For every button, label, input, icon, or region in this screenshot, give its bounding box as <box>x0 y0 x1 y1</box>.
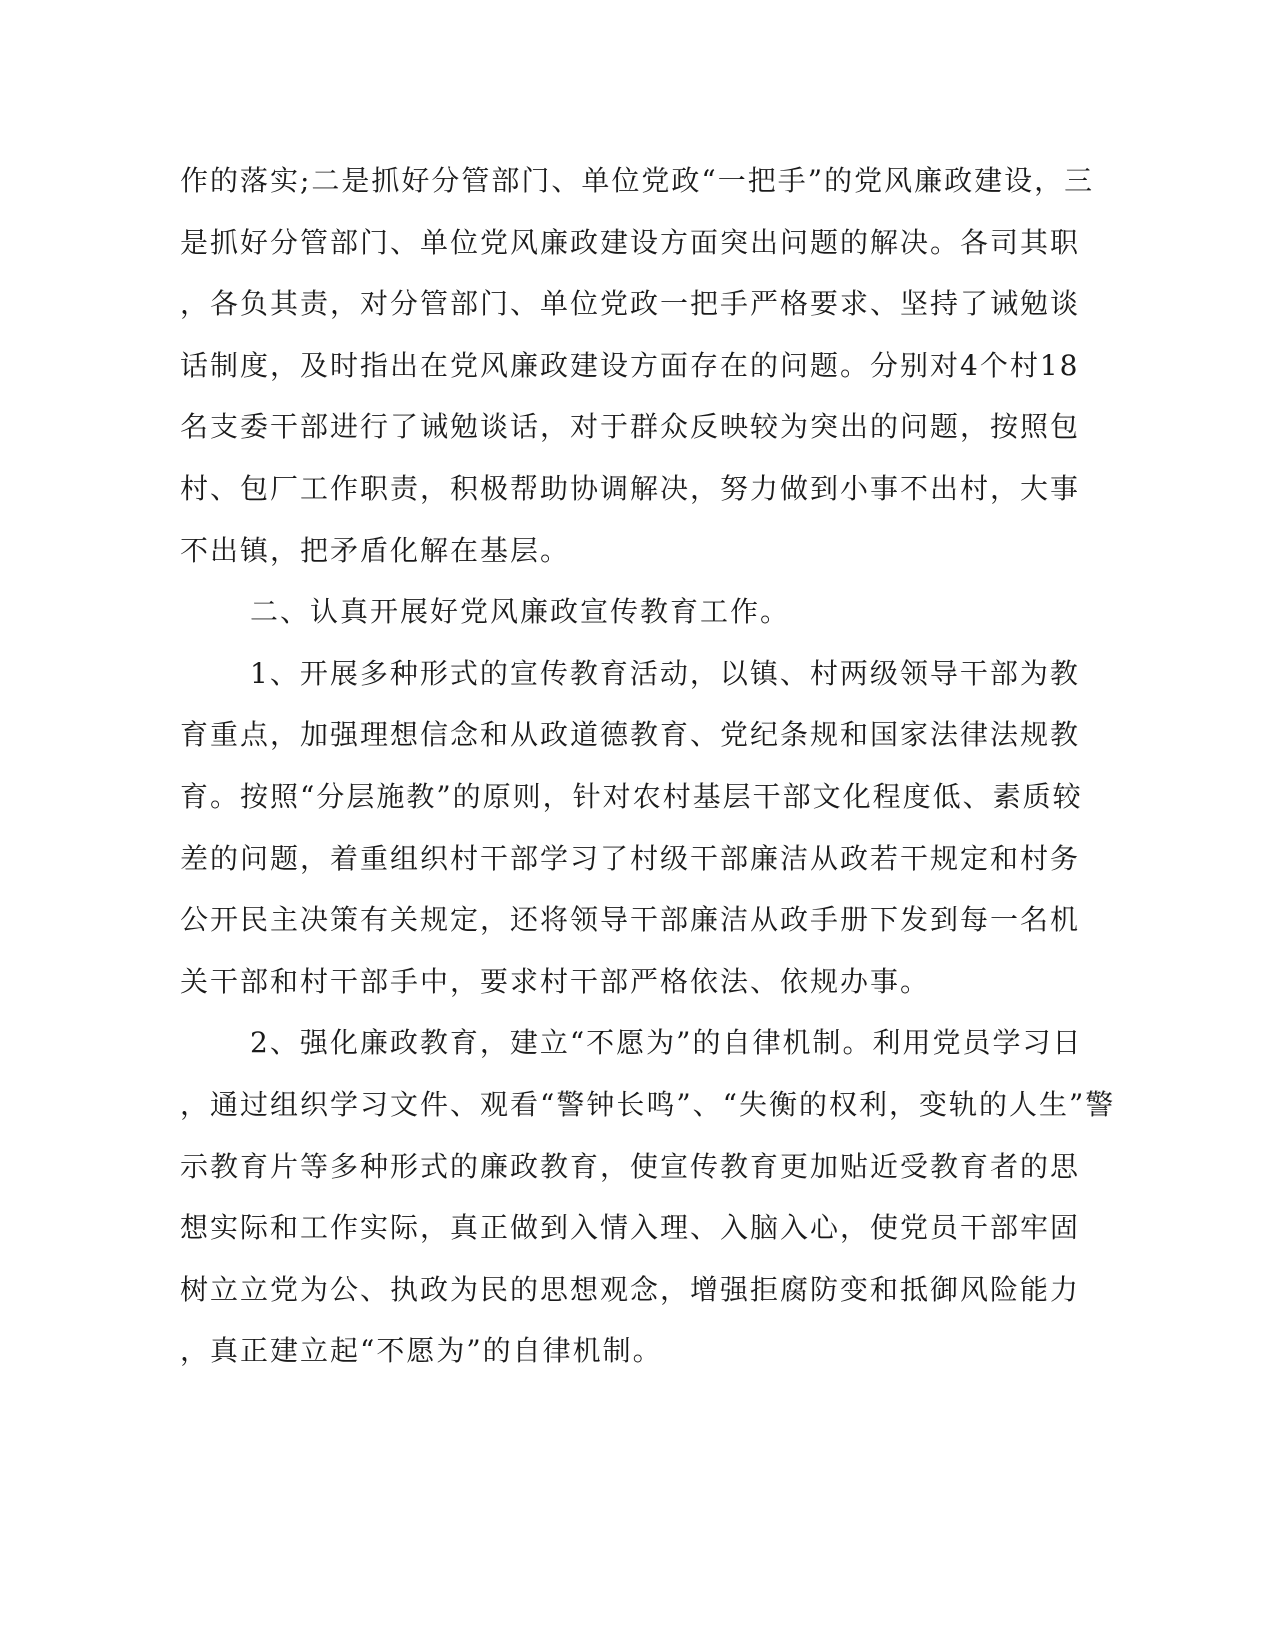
text-line: 差的问题，着重组织村干部学习了村级干部廉洁从政若干规定和村务 <box>180 841 1081 875</box>
text-line: 名支委干部进行了诫勉谈话，对于群众反映较为突出的问题，按照包 <box>180 410 1081 444</box>
text-line: ，各负其责，对分管部门、单位党政一把手严格要求、坚持了诫勉谈 <box>180 287 1081 321</box>
text-line: 作的落实;二是抓好分管部门、单位党政“一把手”的党风廉政建设，三 <box>180 164 1095 197</box>
text-line: 树立立党为公、执政为民的思想观念，增强拒腐防变和抵御风险能力 <box>180 1272 1081 1306</box>
text-line: 2、强化廉政教育，建立“不愿为”的自律机制。利用党员学习日 <box>250 1026 1083 1060</box>
text-line: 想实际和工作实际，真正做到入情入理、入脑入心，使党员干部牢固 <box>180 1211 1081 1245</box>
text-line: 村、包厂工作职责，积极帮助协调解决，努力做到小事不出村，大事 <box>180 471 1081 505</box>
text-line: 示教育片等多种形式的廉政教育，使宣传教育更加贴近受教育者的思 <box>180 1149 1081 1183</box>
text-line: 不出镇，把矛盾化解在基层。 <box>180 533 571 567</box>
text-line: 二、认真开展好党风廉政宣传教育工作。 <box>250 595 791 629</box>
text-line: 是抓好分管部门、单位党风廉政建设方面突出问题的解决。各司其职 <box>180 225 1081 259</box>
text-line: 育重点，加强理想信念和从政道德教育、党纪条规和国家法律法规教 <box>180 718 1081 752</box>
text-line: ，真正建立起“不愿为”的自律机制。 <box>180 1334 663 1368</box>
body-text <box>180 158 1116 1390</box>
text-line: 公开民主决策有关规定，还将领导干部廉洁从政手册下发到每一名机 <box>180 903 1081 937</box>
text-line: 育。按照“分层施教”的原则，针对农村基层干部文化程度低、素质较 <box>180 779 1083 813</box>
text-line: ，通过组织学习文件、观看“警钟长鸣”、“失衡的权利，变轨的人生”警 <box>180 1087 1116 1121</box>
text-line: 1、开展多种形式的宣传教育活动，以镇、村两级领导干部为教 <box>250 656 1080 690</box>
text-line: 话制度，及时指出在党风廉政建设方面存在的问题。分别对4个村18 <box>180 348 1080 382</box>
text-line: 关干部和村干部手中，要求村干部严格依法、依规办事。 <box>180 964 931 998</box>
